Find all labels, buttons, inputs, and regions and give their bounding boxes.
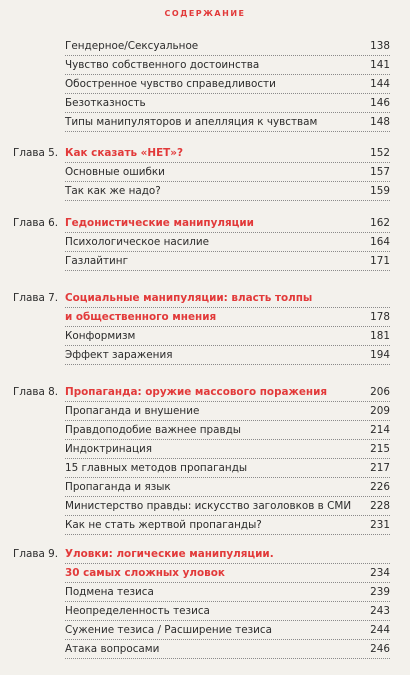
page-header: СОДЕРЖАНИЕ [164,9,246,18]
toc-entry-content [65,40,390,53]
toc-entry-content [65,116,390,129]
toc-entry-content [65,166,390,179]
toc-entry-content [65,643,390,656]
toc-page-number: 148 [370,116,390,128]
toc-entry-content [65,185,390,198]
toc-entry-title: Министерство правды: искусство заголовков в СМИ [65,500,352,512]
toc-entry-content [65,586,390,599]
toc-page-number: 171 [370,255,390,267]
toc-entry-content [65,147,390,160]
toc-page-number: 162 [370,217,390,229]
toc-entry-content [65,548,390,561]
toc-entry-title: Чувство собственного достоинства [65,59,260,71]
toc-page-number: 164 [370,236,390,248]
toc-chapter-entry[interactable] [0,213,410,233]
toc-entry-title: Атака вопросами [65,643,160,655]
toc-entry[interactable] [0,232,410,252]
dotted-divider [65,131,390,132]
toc-page-number: 144 [370,78,390,90]
toc-entry-title: Пропаганда и внушение [65,405,200,417]
toc-page-number: 239 [370,586,390,598]
toc-entry-title: Пропаганда и язык [65,481,171,493]
toc-entry-title: Газлайтинг [65,255,129,267]
toc-entry[interactable] [0,93,410,113]
toc-page-number: 209 [370,405,390,417]
toc-entry-title: Как не стать жертвой пропаганды? [65,519,262,531]
toc-entry-title: Обостренное чувство справедливости [65,78,276,90]
toc-entry-title: 15 главных методов пропаганды [65,462,248,474]
toc-page-number: 178 [370,311,390,323]
toc-chapter-entry[interactable] [0,288,410,308]
toc-entry-content [65,424,390,437]
toc-entry-content [65,481,390,494]
toc-entry[interactable] [0,439,410,459]
toc-entry-title: и общественного мнения [65,311,217,323]
toc-entry[interactable] [0,36,410,56]
toc-page-number: 246 [370,643,390,655]
toc-entry-content [65,462,390,475]
toc-entry-content [65,236,390,249]
toc-entry-title: Безотказность [65,97,146,109]
toc-entry-title: Правдоподобие важнее правды [65,424,241,436]
toc-page-number: 159 [370,185,390,197]
toc-entry-content [65,255,390,268]
chapter-number: Глава 6. [13,217,59,229]
toc-entry[interactable] [0,162,410,182]
toc-page-number: 181 [370,330,390,342]
toc-entry-content [65,217,390,230]
toc-entry-content [65,311,390,324]
toc-page-number: 231 [370,519,390,531]
toc-entry-title: Неопределенность тезиса [65,605,210,617]
toc-entry[interactable] [0,420,410,440]
toc-entry-content [65,567,390,580]
toc-entry-content [65,605,390,618]
toc-page-number: 206 [370,386,390,398]
toc-entry-content [65,443,390,456]
toc-page-number: 146 [370,97,390,109]
toc-entry-title: Уловки: логические манипуляции. [65,548,274,560]
toc-entry[interactable] [0,181,410,201]
toc-entry-title: Социальные манипуляции: власть толпы [65,292,313,304]
toc-entry[interactable] [0,74,410,94]
toc-chapter-entry[interactable] [0,143,410,163]
toc-page-number: 215 [370,443,390,455]
toc-chapter-entry[interactable] [0,563,410,583]
toc-entry-title: Гендерное/Сексуальное [65,40,199,52]
toc-entry[interactable] [0,345,410,365]
toc-entry[interactable] [0,601,410,621]
toc-page-number: 214 [370,424,390,436]
toc-entry-content [65,97,390,110]
dotted-divider [65,200,390,201]
dotted-divider [65,270,390,271]
toc-entry-content [65,624,390,637]
toc-entry[interactable] [0,477,410,497]
toc-entry-title: Эффект заражения [65,349,173,361]
toc-entry[interactable] [0,496,410,516]
toc-entry-title: Индоктринация [65,443,153,455]
chapter-number: Глава 7. [13,292,59,304]
toc-chapter-entry[interactable] [0,307,410,327]
dotted-divider [65,658,390,659]
toc-entry-title: Типы манипуляторов и апелляция к чувствам [65,116,318,128]
toc-entry-title: Конформизм [65,330,136,342]
chapter-number: Глава 5. [13,147,59,159]
toc-entry[interactable] [0,401,410,421]
chapter-number: Глава 8. [13,386,59,398]
toc-entry-content [65,78,390,91]
toc-entry[interactable] [0,515,410,535]
toc-entry-content [65,59,390,72]
toc-entry-content [65,292,390,305]
toc-page-number: 217 [370,462,390,474]
toc-entry-title: Как сказать «НЕТ»? [65,147,183,159]
dotted-divider [65,534,390,535]
toc-chapter-entry[interactable] [0,382,410,402]
toc-entry-title: Гедонистические манипуляции [65,217,254,229]
toc-entry-title: Основные ошибки [65,166,165,178]
dotted-divider [65,364,390,365]
toc-entry[interactable] [0,582,410,602]
toc-page-number: 243 [370,605,390,617]
toc-page-number: 141 [370,59,390,71]
toc-entry-content [65,500,390,513]
toc-entry[interactable] [0,620,410,640]
toc-entry[interactable] [0,251,410,271]
toc-chapter-entry[interactable] [0,544,410,564]
toc-entry[interactable] [0,112,410,132]
toc-page-number: 152 [370,147,390,159]
toc-entry-title: Подмена тезиса [65,586,154,598]
toc-entry-content [65,405,390,418]
toc-entry[interactable] [0,55,410,75]
toc-entry-title: 30 самых сложных уловок [65,567,225,579]
toc-entry-title: Так как же надо? [65,185,161,197]
toc-page-number: 157 [370,166,390,178]
toc-entry[interactable] [0,639,410,659]
toc-page-number: 194 [370,349,390,361]
toc-page-number: 226 [370,481,390,493]
toc-entry[interactable] [0,458,410,478]
toc-entry-content [65,349,390,362]
toc-entry[interactable] [0,326,410,346]
toc-entry-title: Психологическое насилие [65,236,209,248]
toc-page-number: 234 [370,567,390,579]
toc-page-number: 138 [370,40,390,52]
toc-entry-content [65,386,390,399]
toc-entry-title: Сужение тезиса / Расширение тезиса [65,624,272,636]
toc-entry-content [65,519,390,532]
toc-page-number: 244 [370,624,390,636]
toc-entry-content [65,330,390,343]
chapter-number: Глава 9. [13,548,59,560]
toc-entry-title: Пропаганда: оружие массового поражения [65,386,328,398]
toc-page-number: 228 [370,500,390,512]
